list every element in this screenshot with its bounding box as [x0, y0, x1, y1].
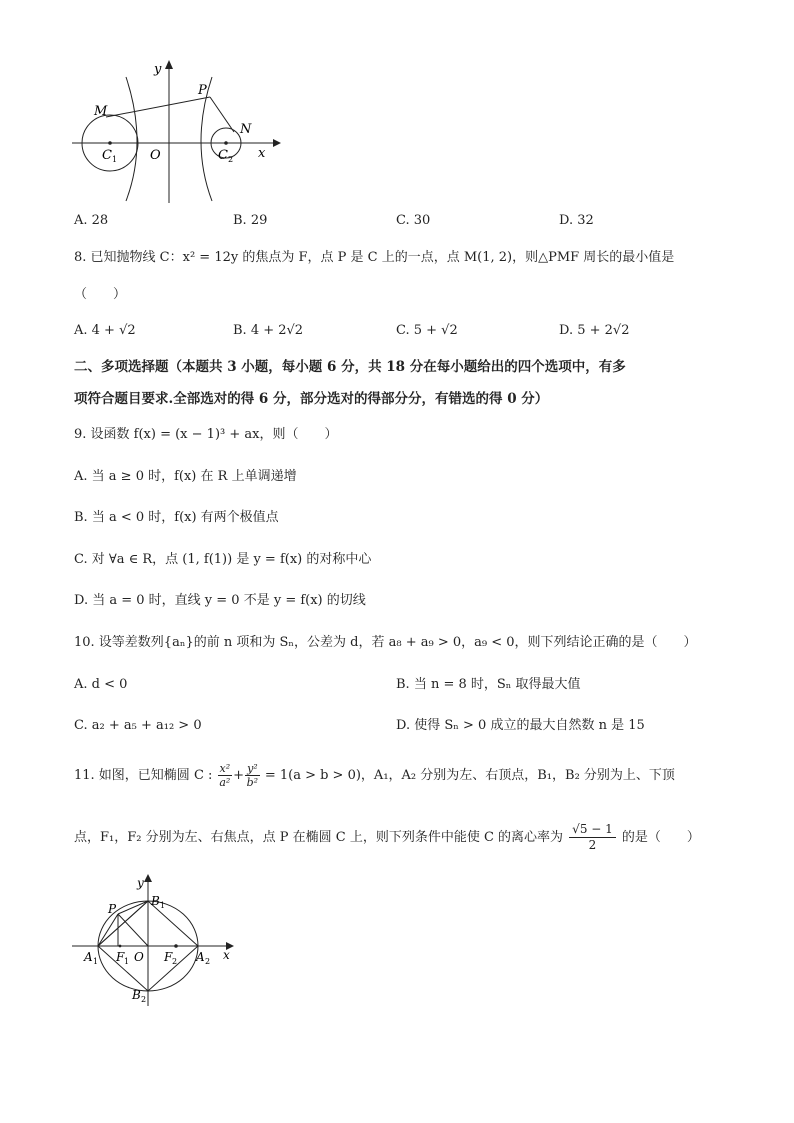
q11-frac-y — [245, 762, 260, 789]
q9-option-b: B. 当 a < 0 时，f(x) 有两个极值点 — [74, 510, 279, 525]
q11-frac-x-num: x² — [219, 762, 231, 775]
fig11-label-b2-sub: 2 — [141, 995, 147, 1004]
q8-option-c: C. 5 + √2 — [396, 323, 458, 338]
q11-line2-part2: 的是（ ） — [621, 830, 700, 845]
q11-ecc-num: √5 − 1 — [569, 822, 616, 838]
fig11-label-f1-sub: 1 — [124, 957, 130, 966]
q11-frac-y-den: b² — [246, 776, 259, 789]
q11-line2-part1: 点，F₁，F₂ 分别为左、右焦点，点 P 在椭圆 C 上，则下列条件中能使 C 的离心率为 — [74, 830, 564, 845]
fig11-label-b1-sub: 1 — [160, 901, 166, 910]
q9-option-c: C. 对 ∀a ∈ R，点 (1, f(1)) 是 y = f(x) 的对称中心 — [74, 552, 372, 567]
fig7-label-p: P — [198, 83, 207, 98]
fig7-label-y: y — [154, 62, 162, 77]
section2-heading-line1: 二、多项选择题（本题共 3 小题，每小题 6 分，共 18 分在每小题给出的四个选项中，有多 — [74, 359, 626, 375]
fig7-label-c2-sub: 2 — [228, 155, 234, 164]
q11-plus: + — [233, 768, 245, 783]
q7-option-c: C. 30 — [396, 213, 431, 228]
q7-option-a: A. 28 — [74, 213, 109, 228]
q10-option-a: A. d < 0 — [74, 677, 128, 692]
fig11-label-b1: B — [151, 894, 160, 908]
q9-option-a: A. 当 a ≥ 0 时，f(x) 在 R 上单调递增 — [74, 469, 297, 484]
ellipse-figure — [68, 870, 248, 1010]
q11-stem-line1 — [74, 762, 675, 789]
fig11-label-f2: F — [164, 950, 173, 964]
q10-stem: 10. 设等差数列{aₙ}的前 n 项和为 Sₙ，公差为 d，若 a₈ + a₉ > 0，a₉ < 0，则下列结论正确的是（ ） — [74, 635, 697, 650]
q7-option-b: B. 29 — [233, 213, 268, 228]
q8-paren: （ ） — [74, 287, 127, 302]
q8-option-d: D. 5 + 2√2 — [559, 323, 630, 338]
fig11-label-y: y — [137, 876, 144, 890]
q11-frac-y-num: y² — [247, 762, 258, 775]
q10-option-d: D. 使得 Sₙ > 0 成立的最大自然数 n 是 15 — [396, 718, 645, 733]
fig7-label-o: O — [150, 148, 161, 163]
q11-frac-x — [218, 762, 233, 789]
q10-option-b: B. 当 n = 8 时，Sₙ 取得最大值 — [396, 677, 581, 692]
fig11-label-p: P — [108, 902, 117, 916]
q8-stem: 8. 已知抛物线 C：x² = 12y 的焦点为 F，点 P 是 C 上的一点，点 M(1, 2)，则△PMF 周长的最小值是 — [74, 250, 675, 265]
q11-stem-part1: 11. 如图，已知椭圆 C : — [74, 768, 217, 783]
fig7-label-m: M — [94, 104, 108, 119]
q8-option-b: B. 4 + 2√2 — [233, 323, 304, 338]
fig7-label-c2: C — [218, 148, 228, 163]
q9-option-d: D. 当 a = 0 时，直线 y = 0 不是 y = f(x) 的切线 — [74, 593, 366, 608]
q11-ecc-den: 2 — [588, 838, 597, 852]
fig11-label-f1: F — [116, 950, 125, 964]
q11-eccentricity-frac — [569, 822, 616, 853]
fig11-label-a1-sub: 1 — [93, 957, 99, 966]
fig7-label-c1-sub: 1 — [112, 155, 118, 164]
fig11-label-a2-sub: 2 — [205, 957, 211, 966]
fig11-label-o: O — [134, 950, 144, 964]
fig11-label-f2-sub: 2 — [172, 957, 178, 966]
q11-frac-x-den: a² — [219, 776, 231, 789]
q8-option-a: A. 4 + √2 — [74, 323, 136, 338]
fig11-label-a1: A — [84, 950, 93, 964]
q11-stem-part2: = 1(a > b > 0)，A₁，A₂ 分别为左、右顶点，B₁，B₂ 分别为上、下顶 — [264, 768, 675, 783]
hyperbola-circles-figure — [68, 55, 288, 205]
q11-stem-line2 — [74, 822, 700, 853]
fig7-label-c1: C — [102, 148, 112, 163]
q9-stem: 9. 设函数 f(x) = (x − 1)³ + ax，则（ ） — [74, 427, 338, 442]
fig11-label-b2: B — [132, 988, 141, 1002]
fig11-label-a2: A — [196, 950, 205, 964]
fig7-label-n: N — [240, 122, 252, 137]
q7-option-d: D. 32 — [559, 213, 594, 228]
fig11-label-x: x — [223, 948, 230, 962]
q10-option-c: C. a₂ + a₅ + a₁₂ > 0 — [74, 718, 202, 733]
section2-heading-line2: 项符合题目要求.全部选对的得 6 分，部分选对的得部分分，有错选的得 0 分） — [74, 391, 549, 407]
fig7-label-x: x — [258, 146, 266, 161]
